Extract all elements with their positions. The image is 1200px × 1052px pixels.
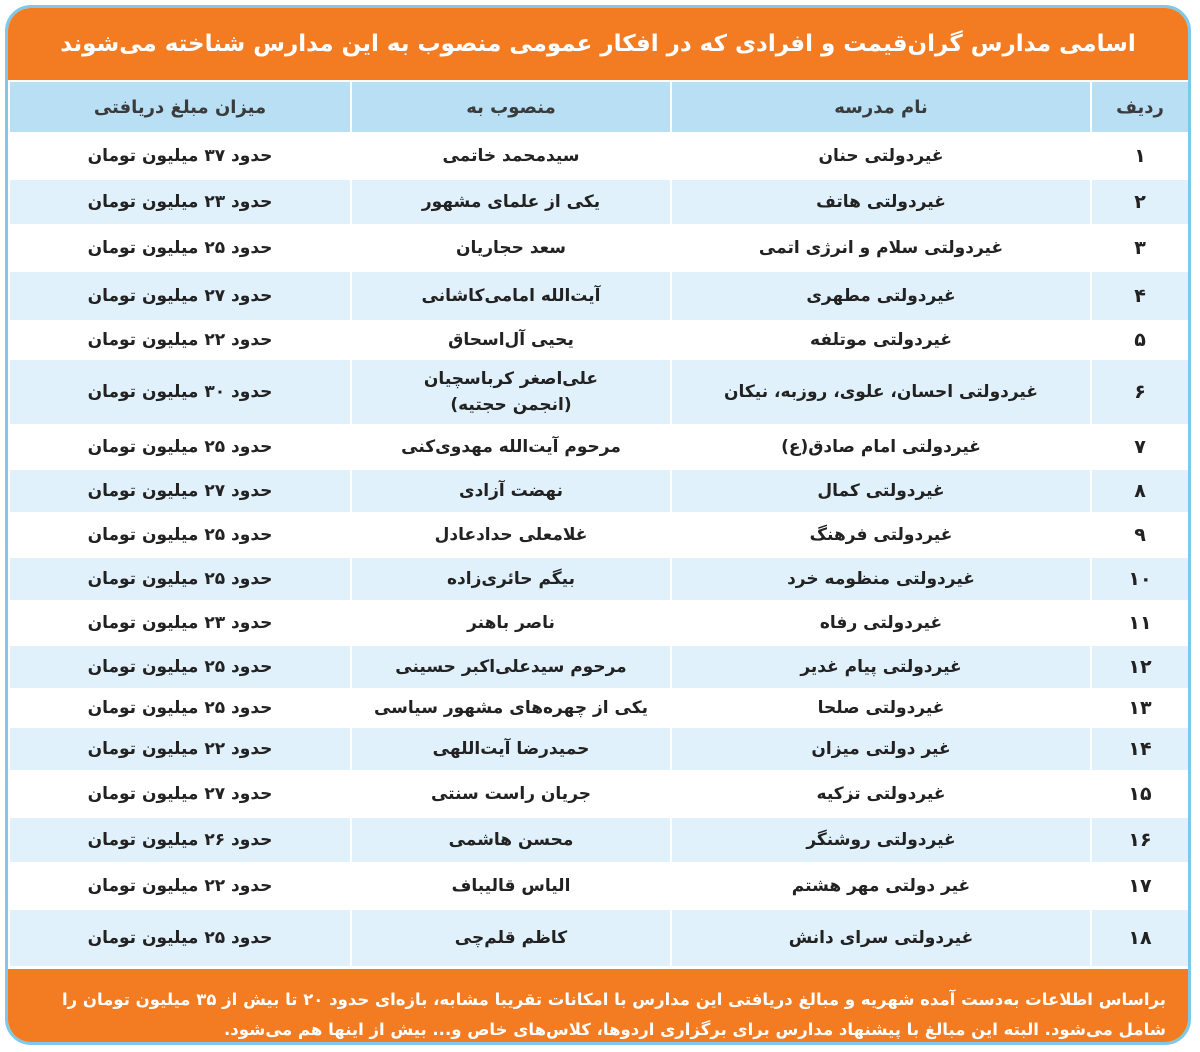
attributed-to: مرحوم آیت‌الله مهدوی‌کنی	[351, 425, 671, 469]
table-row	[9, 425, 1189, 469]
column-header-attributed: منصوب به	[351, 81, 671, 133]
amount: حدود ۲۳ میلیون تومان	[9, 179, 351, 225]
school-name: غیر دولتی مهر هشتم	[671, 863, 1091, 909]
attributed-to: محسن هاشمی	[351, 817, 671, 863]
table-row	[9, 817, 1189, 863]
school-name: غیردولتی تزکیه	[671, 771, 1091, 817]
amount: حدود ۲۲ میلیون تومان	[9, 727, 351, 771]
attributed-to	[351, 359, 671, 425]
row-number: ۱۵	[1091, 771, 1189, 817]
attributed-to: جریان راست سنتی	[351, 771, 671, 817]
attributed-to: سعد حجاریان	[351, 225, 671, 271]
school-name: غیردولتی رفاه	[671, 601, 1091, 645]
row-number: ۱۸	[1091, 909, 1189, 967]
row-number: ۱۷	[1091, 863, 1189, 909]
amount: حدود ۳۰ میلیون تومان	[9, 359, 351, 425]
school-name: غیردولتی حنان	[671, 133, 1091, 179]
footer-line: براساس اطلاعات به‌دست آمده شهریه و مبالغ دریافتی این مدارس با امکانات تقریبا مشابه، بازه‌ای حدود ۲۰ تا بیش از ۳۵ میلیون تومان را	[62, 990, 1166, 1009]
attributed-to: نهضت آزادی	[351, 469, 671, 513]
attributed-to: سیدمحمد خاتمی	[351, 133, 671, 179]
school-name: غیردولتی سرای دانش	[671, 909, 1091, 967]
school-name: غیردولتی پیام غدیر	[671, 645, 1091, 689]
row-number: ۱۲	[1091, 645, 1189, 689]
column-header-school: نام مدرسه	[671, 81, 1091, 133]
attributed-to: یکی از علمای مشهور	[351, 179, 671, 225]
amount: حدود ۲۷ میلیون تومان	[9, 469, 351, 513]
table-row	[9, 271, 1189, 321]
table-row	[9, 359, 1189, 425]
amount: حدود ۲۵ میلیون تومان	[9, 557, 351, 601]
row-number: ۳	[1091, 225, 1189, 271]
school-name: غیردولتی روشنگر	[671, 817, 1091, 863]
page-title: اسامی مدارس گران‌قیمت و افرادی که در افکار عمومی منصوب به این مدارس شناخته می‌شوند	[8, 8, 1188, 80]
row-number: ۱	[1091, 133, 1189, 179]
amount: حدود ۲۵ میلیون تومان	[9, 513, 351, 557]
row-number: ۸	[1091, 469, 1189, 513]
schools-table	[8, 80, 1190, 968]
amount: حدود ۲۶ میلیون تومان	[9, 817, 351, 863]
amount: حدود ۲۵ میلیون تومان	[9, 225, 351, 271]
attributed-to: ناصر باهنر	[351, 601, 671, 645]
table-row	[9, 469, 1189, 513]
amount: حدود ۲۲ میلیون تومان	[9, 863, 351, 909]
row-number: ۷	[1091, 425, 1189, 469]
amount: حدود ۲۲ میلیون تومان	[9, 321, 351, 359]
column-header-amount: میزان مبلغ دریافتی	[9, 81, 351, 133]
attributed-to: کاظم قلم‌چی	[351, 909, 671, 967]
table-row	[9, 179, 1189, 225]
school-name: غیردولتی کمال	[671, 469, 1091, 513]
row-number: ۲	[1091, 179, 1189, 225]
amount: حدود ۲۵ میلیون تومان	[9, 645, 351, 689]
attributed-to: بیگم حائری‌زاده	[351, 557, 671, 601]
row-number: ۱۰	[1091, 557, 1189, 601]
school-name: غیردولتی احسان، علوی، روزبه، نیکان	[671, 359, 1091, 425]
attributed-to-line: (انجمن حجتیه)	[450, 395, 572, 415]
school-name: غیردولتی امام صادق(ع)	[671, 425, 1091, 469]
footer-note	[8, 969, 1188, 1042]
row-number: ۵	[1091, 321, 1189, 359]
amount: حدود ۲۷ میلیون تومان	[9, 271, 351, 321]
amount: حدود ۲۵ میلیون تومان	[9, 689, 351, 727]
table-row	[9, 557, 1189, 601]
row-number: ۶	[1091, 359, 1189, 425]
table-row	[9, 513, 1189, 557]
table-row	[9, 727, 1189, 771]
amount: حدود ۲۳ میلیون تومان	[9, 601, 351, 645]
table-row	[9, 689, 1189, 727]
table-row	[9, 771, 1189, 817]
attributed-to: غلامعلی حدادعادل	[351, 513, 671, 557]
table-header-row	[9, 81, 1189, 133]
school-name: غیردولتی مطهری	[671, 271, 1091, 321]
attributed-to: یحیی آل‌اسحاق	[351, 321, 671, 359]
table-row	[9, 601, 1189, 645]
row-number: ۱۳	[1091, 689, 1189, 727]
school-name: غیردولتی منظومه خرد	[671, 557, 1091, 601]
row-number: ۱۶	[1091, 817, 1189, 863]
footer-line: شامل می‌شود. البته این مبالغ با پیشنهاد مدارس برای برگزاری اردوها، کلاس‌های خاص و... بیش از اینها هم می‌شود.	[224, 1020, 1166, 1039]
attributed-to: یکی از چهره‌های مشهور سیاسی	[351, 689, 671, 727]
school-name: غیر دولتی میزان	[671, 727, 1091, 771]
school-name: غیردولتی موتلفه	[671, 321, 1091, 359]
amount: حدود ۲۵ میلیون تومان	[9, 425, 351, 469]
row-number: ۱۱	[1091, 601, 1189, 645]
column-header-number: ردیف	[1091, 81, 1189, 133]
attributed-to: حمیدرضا آیت‌اللهی	[351, 727, 671, 771]
school-name: غیردولتی صلحا	[671, 689, 1091, 727]
row-number: ۹	[1091, 513, 1189, 557]
school-name: غیردولتی هاتف	[671, 179, 1091, 225]
row-number: ۱۴	[1091, 727, 1189, 771]
table-row	[9, 133, 1189, 179]
attributed-to: الیاس قالیباف	[351, 863, 671, 909]
table-row	[9, 645, 1189, 689]
amount: حدود ۲۵ میلیون تومان	[9, 909, 351, 967]
amount: حدود ۳۷ میلیون تومان	[9, 133, 351, 179]
school-name: غیردولتی سلام و انرژی اتمی	[671, 225, 1091, 271]
infographic-frame	[5, 5, 1191, 1045]
table-row	[9, 863, 1189, 909]
table-row	[9, 909, 1189, 967]
table-row	[9, 321, 1189, 359]
attributed-to: مرحوم سیدعلی‌اکبر حسینی	[351, 645, 671, 689]
table-row	[9, 225, 1189, 271]
row-number: ۴	[1091, 271, 1189, 321]
amount: حدود ۲۷ میلیون تومان	[9, 771, 351, 817]
attributed-to: آیت‌الله امامی‌کاشانی	[351, 271, 671, 321]
attributed-to-line: علی‌اصغر کرباسچیان	[423, 368, 599, 389]
school-name: غیردولتی فرهنگ	[671, 513, 1091, 557]
